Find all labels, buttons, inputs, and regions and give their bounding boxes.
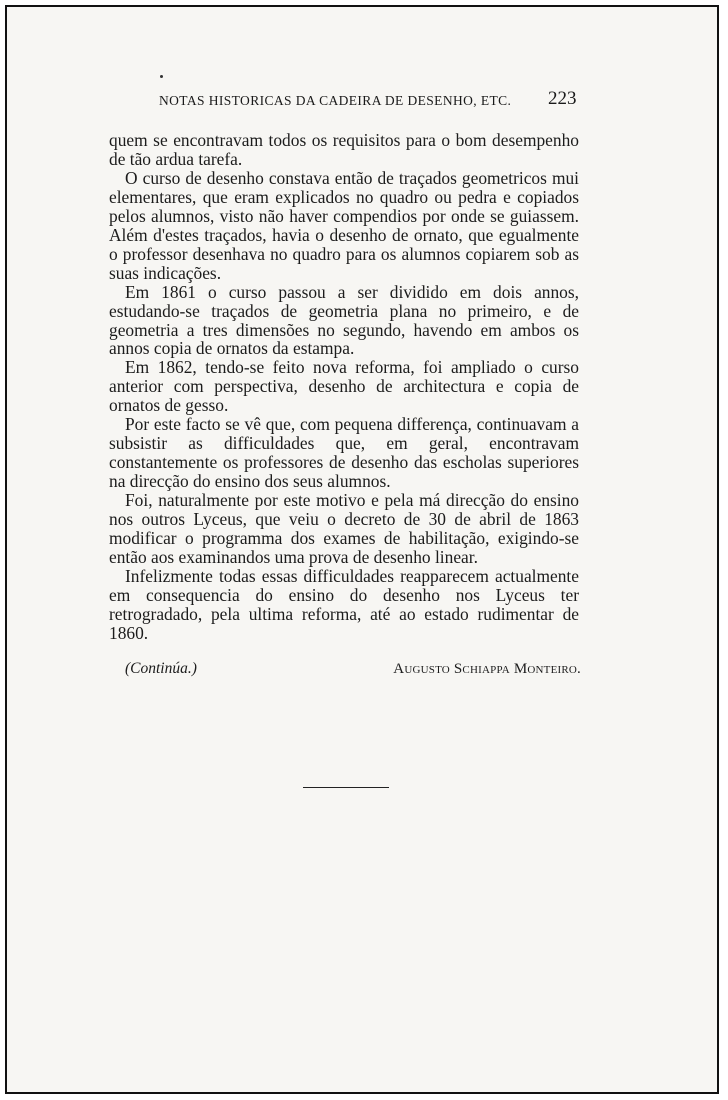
continued-note: (Continúa.)	[125, 660, 197, 677]
paragraph: Em 1862, tendo-se feito nova reforma, foi ampliado o curso anterior com perspectiva, desenho de architectura e copia de ornatos de gesso.	[109, 357, 579, 416]
paragraph: O curso de desenho constava então de traçados geometricos mui elementares, que eram explicados no quadro ou pedra e copiados pelos alumnos, visto não haver compendios por onde se guiassem. Além d'estes traçados, havia o desenho de ornato, que egualmente o professor desenhava no quadro para os alumnos copiarem sob as suas indicações.	[109, 167, 579, 283]
section-divider	[303, 787, 389, 788]
printer-mark	[160, 75, 163, 78]
paragraph: quem se encontravam todos os requisitos para o bom desempenho de tão ardua tarefa.	[109, 130, 579, 169]
page-number: 223	[548, 88, 577, 109]
paragraph: Foi, naturalmente por este motivo e pela má direcção do ensino nos outros Lyceus, que veiu o decreto de 30 de abril de 1863 modificar o programma dos exames de habilitação, exigindo-se então aos examinandos uma prova de desenho linear.	[109, 490, 579, 567]
page	[5, 5, 719, 1094]
paragraph: Infelizmente todas essas difficuldades reapparecem actualmente em consequencia do ensino do desenho nos Lyceus ter retrogradado, pela ultima reforma, até ao estado rudimentar de 1860.	[109, 565, 579, 643]
author-signature: Augusto Schiappa Monteiro.	[393, 661, 581, 677]
running-header: NOTAS HISTORICAS DA CADEIRA DE DESENHO, ETC.	[159, 93, 512, 108]
article-body	[109, 131, 579, 643]
paragraph: Por este facto se vê que, com pequena differença, continuavam a subsistir as difficuldades que, em geral, encontravam constantemente os professores de desenho das escholas superiores na direcção do ensino dos seus alumnos.	[109, 414, 579, 492]
paragraph: Em 1861 o curso passou a ser dividido em dois annos, estudando-se traçados de geometria plana no primeiro, e de geometria a tres dimensões no segundo, havendo em ambos os annos copia de ornatos da estampa.	[109, 281, 579, 359]
